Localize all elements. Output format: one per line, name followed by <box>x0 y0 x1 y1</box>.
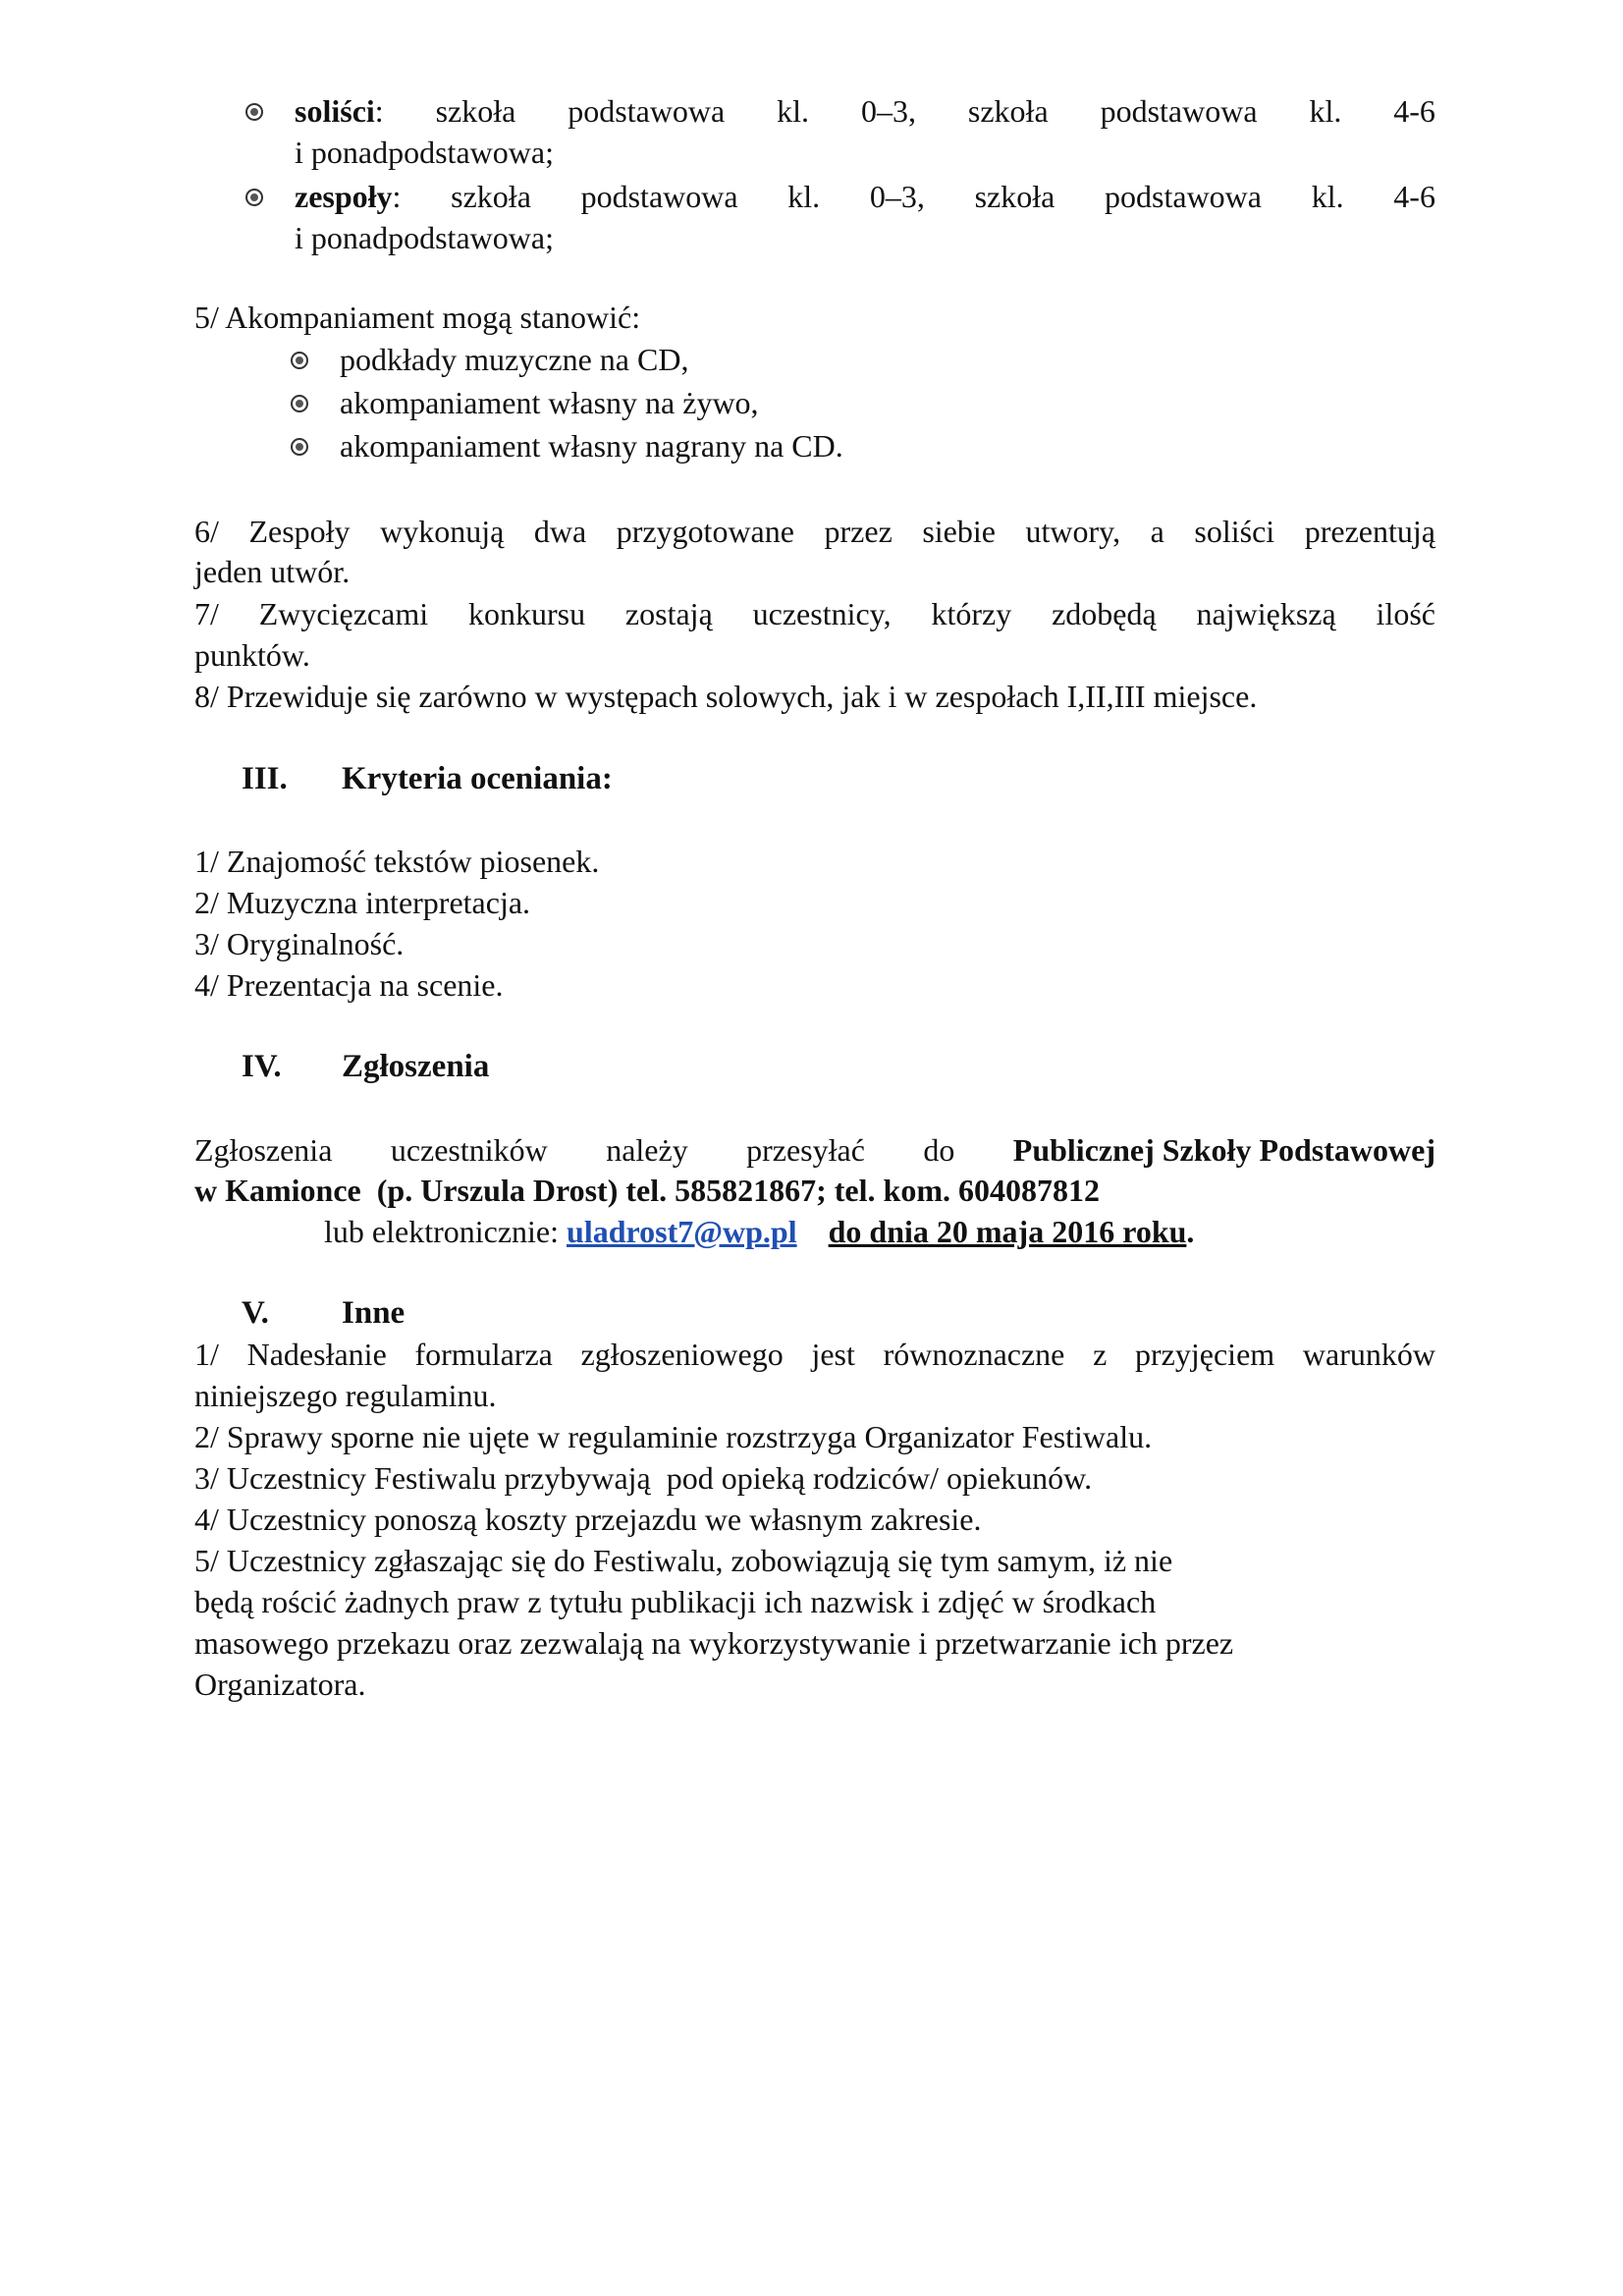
section5-title: Inne <box>342 1295 406 1331</box>
word: przez <box>824 514 893 549</box>
word: zdobędą <box>1052 596 1157 631</box>
word: ilość <box>1376 596 1435 631</box>
word: największą <box>1196 596 1336 631</box>
section5-p5-line: Organizatora. <box>194 1667 366 1702</box>
word: podstawowa <box>580 179 738 214</box>
deadline: do dnia 20 maja 2016 roku <box>828 1214 1187 1249</box>
school-name: Publicznej Szkoły Podstawowej <box>1012 1132 1435 1168</box>
section5-p3: 3/ Uczestnicy Festiwalu przybywają pod opieką rodziców/ opiekunów. <box>194 1460 1093 1496</box>
word: szkoła <box>974 179 1055 214</box>
word: zgłoszeniowego <box>580 1337 784 1372</box>
word: zostają <box>624 596 713 631</box>
word: prezentują <box>1304 514 1435 549</box>
bullet-icon <box>291 352 308 369</box>
bullet-icon <box>245 103 263 121</box>
word: szkoła <box>451 179 531 214</box>
section5-p5-line: będą rościć żadnych praw z tytułu publikacji ich nazwisk i zdjęć w środkach <box>194 1584 1157 1619</box>
point5-item: akompaniament własny nagrany na CD. <box>340 428 843 464</box>
deadline-suffix: . <box>1186 1214 1195 1249</box>
word: przygotowane <box>616 514 794 549</box>
word: Zespoły <box>248 514 351 549</box>
word: szkoła <box>435 93 516 129</box>
word: podstawowa <box>1105 179 1262 214</box>
point5-intro: 5/ Akompaniament mogą stanowić: <box>194 300 641 335</box>
word: przyjęciem <box>1135 1337 1275 1372</box>
word: do <box>923 1132 955 1168</box>
soloists-line: soliści: szkoła podstawowa kl. 0–3, szkoła podstawowa kl. 4-6 <box>295 90 1435 132</box>
word: 0–3, <box>869 179 925 214</box>
point7-line2: punktów. <box>194 637 310 673</box>
section5-number: V. <box>242 1295 269 1331</box>
email-prefix: lub elektronicznie: <box>324 1214 568 1249</box>
section4-line2: w Kamionce (p. Urszula Drost) tel. 585821867; tel. kom. 604087812 <box>194 1173 1100 1208</box>
section3-title: Kryteria oceniania: <box>342 761 613 796</box>
section4-title: Zgłoszenia <box>342 1049 490 1084</box>
word: podstawowa <box>1100 93 1258 129</box>
word: Zwycięzcami <box>258 596 429 631</box>
groups-label: zespoły <box>295 179 393 214</box>
section4-number: IV. <box>242 1049 282 1084</box>
word: a <box>1150 514 1164 549</box>
soloists-label: soliści <box>295 93 375 129</box>
word: należy <box>606 1132 688 1168</box>
word: soliści <box>1194 514 1275 549</box>
point7-line1 <box>194 593 1435 634</box>
word: formularza <box>414 1337 553 1372</box>
word: utwory, <box>1025 514 1121 549</box>
word: Zgłoszenia <box>194 1132 333 1168</box>
section5-p2: 2/ Sprawy sporne nie ujęte w regulaminie rozstrzyga Organizator Festiwalu. <box>194 1419 1153 1454</box>
word: kl. <box>1309 93 1342 129</box>
word: podstawowa <box>568 93 726 129</box>
word: siebie <box>922 514 996 549</box>
groups-continuation: i ponadpodstawowa; <box>295 220 554 255</box>
section5-p5-line: 5/ Uczestnicy zgłaszając się do Festiwalu, zobowiązują się tym samym, iż nie <box>194 1543 1173 1578</box>
section5-p1-line1 <box>194 1334 1435 1375</box>
criteria-item: 2/ Muzyczna interpretacja. <box>194 885 531 920</box>
groups-line: zespoły: szkoła podstawowa kl. 0–3, szkoła podstawowa kl. 4-6 <box>295 176 1435 217</box>
word: 6/ <box>194 514 219 549</box>
section5-p1-line2: niniejszego regulaminu. <box>194 1378 497 1413</box>
word: 1/ <box>194 1337 219 1372</box>
point5-item: podkłady muzyczne na CD, <box>340 342 689 377</box>
word: 4-6 <box>1393 179 1435 214</box>
criteria-item: 3/ Oryginalność. <box>194 926 405 961</box>
section5-p5-line: masowego przekazu oraz zezwalają na wykorzystywanie i przetwarzanie ich przez <box>194 1625 1234 1661</box>
word: 7/ <box>194 596 219 631</box>
word: przesyłać <box>746 1132 865 1168</box>
word: jest <box>811 1337 855 1372</box>
word: którzy <box>931 596 1012 631</box>
word: Nadesłanie <box>246 1337 387 1372</box>
word: dwa <box>533 514 587 549</box>
point8: 8/ Przewiduje się zarówno w występach solowych, jak i w zespołach I,II,III miejsce. <box>194 679 1258 714</box>
section5-p4: 4/ Uczestnicy ponoszą koszty przejazdu we własnym zakresie. <box>194 1502 982 1537</box>
bullet-icon <box>291 395 308 412</box>
section4-line1 <box>194 1129 1435 1171</box>
word: 0–3, <box>860 93 916 129</box>
bullet-icon <box>245 189 263 206</box>
point5-item: akompaniament własny na żywo, <box>340 385 759 420</box>
word: szkoła <box>967 93 1049 129</box>
word: równoznaczne <box>883 1337 1065 1372</box>
word: warunków <box>1302 1337 1435 1372</box>
word: 4-6 <box>1393 93 1435 129</box>
point6-line2: jeden utwór. <box>194 554 351 589</box>
section3-number: III. <box>242 761 288 796</box>
email-link[interactable]: uladrost7@wp.pl <box>567 1214 797 1249</box>
bullet-icon <box>291 438 308 456</box>
criteria-item: 4/ Prezentacja na scenie. <box>194 967 504 1003</box>
word: kl. <box>777 93 810 129</box>
word: kl. <box>1311 179 1344 214</box>
point6-line1 <box>194 511 1435 552</box>
word: wykonują <box>380 514 505 549</box>
word: uczestników <box>390 1132 548 1168</box>
criteria-item: 1/ Znajomość tekstów piosenek. <box>194 844 600 879</box>
word: kl. <box>787 179 821 214</box>
word: konkursu <box>467 596 586 631</box>
word: uczestnicy, <box>752 596 892 631</box>
section4-line3 <box>324 1211 1194 1252</box>
soloists-continuation: i ponadpodstawowa; <box>295 135 554 170</box>
word: z <box>1093 1337 1108 1372</box>
